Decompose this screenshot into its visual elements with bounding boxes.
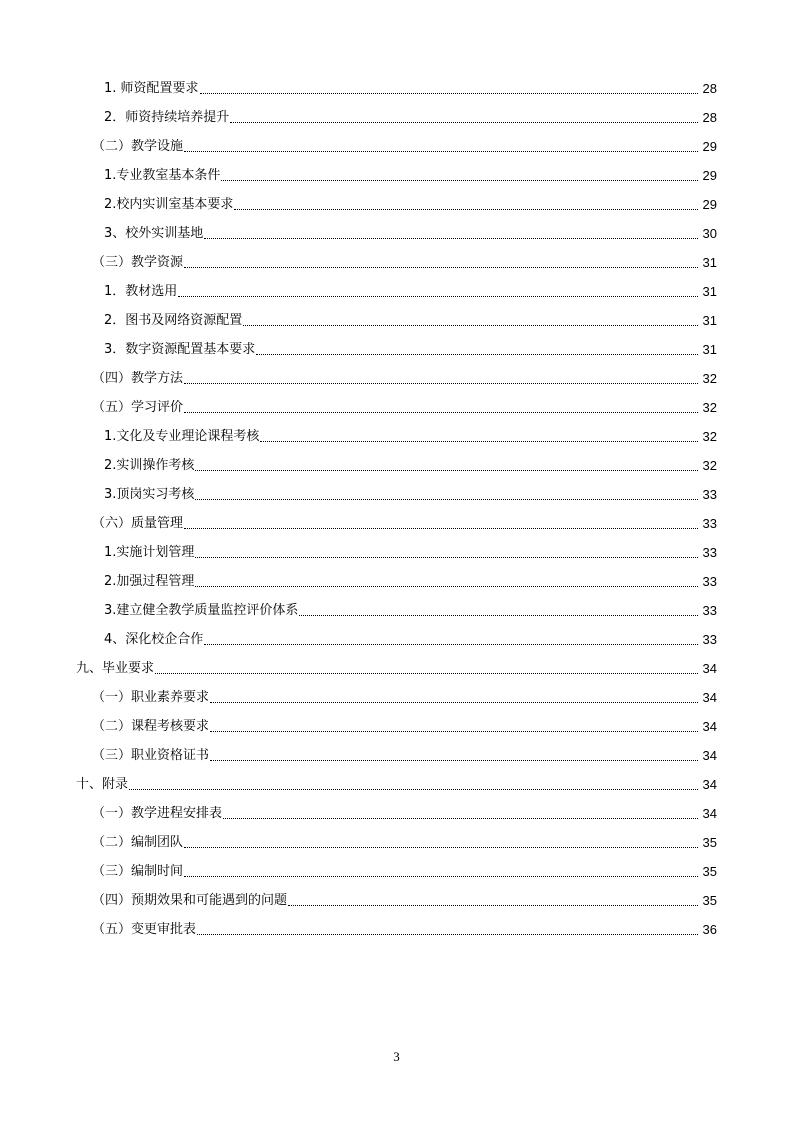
toc-entry-title: 4、深化校企合作 [104,632,204,647]
toc-dot-leader [260,441,698,442]
toc-entry-page-number: 31 [702,313,717,328]
toc-entry[interactable] [0,538,793,567]
toc-entry-page-number: 28 [702,81,717,96]
toc-entry-title: （三）职业资格证书 [92,748,210,763]
toc-entry-page-number: 30 [702,226,717,241]
toc-entry-title: 2．图书及网络资源配置 [104,313,243,328]
toc-entry-title: （四）教学方法 [92,371,184,386]
toc-dot-leader [184,412,698,413]
toc-entry-title: 1.实施计划管理 [104,545,195,560]
toc-entry-title: 3.顶岗实习考核 [104,487,195,502]
toc-entry[interactable] [0,74,793,103]
toc-entry-page-number: 32 [702,400,717,415]
toc-dot-leader [204,238,698,239]
toc-dot-leader [221,180,698,181]
toc-entry-page-number: 34 [702,748,717,763]
toc-entry[interactable] [0,248,793,277]
toc-entry-page-number: 31 [702,342,717,357]
toc-dot-leader [129,789,698,790]
toc-entry-title: 十、附录 [76,777,129,792]
toc-entry[interactable] [0,306,793,335]
toc-entry-title: 九、毕业要求 [76,661,155,676]
toc-entry[interactable] [0,451,793,480]
toc-entry-title: （一）职业素养要求 [92,690,210,705]
toc-entry[interactable] [0,857,793,886]
toc-entry-page-number: 33 [702,545,717,560]
toc-entry-title: 1. 师资配置要求 [104,81,199,96]
toc-entry[interactable] [0,219,793,248]
toc-entry-page-number: 36 [702,922,717,937]
toc-entry[interactable] [0,828,793,857]
toc-entry-title: 3．数字资源配置基本要求 [104,342,256,357]
toc-entry[interactable] [0,335,793,364]
toc-entry-page-number: 33 [702,603,717,618]
toc-entry-title: （四）预期效果和可能遇到的问题 [92,893,288,908]
toc-entry-page-number: 31 [702,284,717,299]
toc-entry-title: （三）编制时间 [92,864,184,879]
toc-dot-leader [195,499,698,500]
toc-entry[interactable] [0,886,793,915]
toc-dot-leader [184,267,698,268]
toc-dot-leader [204,644,698,645]
toc-entry-page-number: 33 [702,516,717,531]
toc-entry-page-number: 29 [702,197,717,212]
toc-entry-page-number: 35 [702,893,717,908]
toc-entry[interactable] [0,509,793,538]
toc-dot-leader [210,760,698,761]
toc-entry[interactable] [0,103,793,132]
toc-entry-title: （二）编制团队 [92,835,184,850]
toc-entry-page-number: 32 [702,371,717,386]
toc-entry-title: 1．教材选用 [104,284,178,299]
toc-dot-leader [200,93,698,94]
toc-dot-leader [299,615,698,616]
toc-dot-leader [197,934,698,935]
toc-entry[interactable] [0,596,793,625]
toc-entry-title: 3、校外实训基地 [104,226,204,241]
toc-entry-title: （二）教学设施 [92,139,184,154]
toc-entry[interactable] [0,712,793,741]
toc-entry-title: 2．师资持续培养提升 [104,110,230,125]
toc-entry[interactable] [0,190,793,219]
toc-entry[interactable] [0,393,793,422]
toc-entry-page-number: 33 [702,487,717,502]
toc-entry-page-number: 34 [702,690,717,705]
page-number: 3 [393,1049,400,1064]
toc-dot-leader [230,122,698,123]
toc-entry-page-number: 33 [702,632,717,647]
toc-entry-page-number: 28 [702,110,717,125]
table-of-contents [0,74,793,944]
toc-entry[interactable] [0,770,793,799]
toc-entry[interactable] [0,799,793,828]
toc-entry-title: 2.校内实训室基本要求 [104,197,234,212]
toc-dot-leader [234,209,698,210]
toc-entry-title: （一）教学进程安排表 [92,806,223,821]
toc-entry-page-number: 35 [702,835,717,850]
toc-entry-page-number: 33 [702,574,717,589]
toc-entry-title: （二）课程考核要求 [92,719,210,734]
toc-dot-leader [256,354,698,355]
toc-entry[interactable] [0,480,793,509]
toc-dot-leader [155,673,698,674]
toc-dot-leader [195,557,698,558]
toc-entry[interactable] [0,364,793,393]
toc-entry[interactable] [0,654,793,683]
toc-dot-leader [195,586,698,587]
toc-entry-page-number: 34 [702,806,717,821]
toc-entry-page-number: 32 [702,458,717,473]
toc-entry-title: （三）教学资源 [92,255,184,270]
toc-dot-leader [184,847,698,848]
toc-entry[interactable] [0,132,793,161]
toc-dot-leader [223,818,698,819]
toc-entry-page-number: 31 [702,255,717,270]
toc-entry[interactable] [0,741,793,770]
toc-entry-title: 2.实训操作考核 [104,458,195,473]
toc-entry-title: （五）变更审批表 [92,922,197,937]
toc-entry-page-number: 34 [702,661,717,676]
toc-dot-leader [184,383,698,384]
toc-entry-page-number: 34 [702,719,717,734]
toc-dot-leader [184,876,698,877]
toc-entry[interactable] [0,161,793,190]
toc-entry-title: 1.专业教室基本条件 [104,168,221,183]
toc-entry-page-number: 32 [702,429,717,444]
toc-entry[interactable] [0,567,793,596]
toc-entry-title: 1.文化及专业理论课程考核 [104,429,260,444]
toc-dot-leader [210,702,698,703]
toc-entry-title: （五）学习评价 [92,400,184,415]
toc-entry[interactable] [0,422,793,451]
toc-entry[interactable] [0,277,793,306]
toc-entry[interactable] [0,915,793,944]
toc-dot-leader [178,296,698,297]
toc-dot-leader [288,905,698,906]
toc-entry[interactable] [0,683,793,712]
toc-dot-leader [243,325,698,326]
toc-dot-leader [184,151,698,152]
toc-entry[interactable] [0,625,793,654]
toc-entry-page-number: 35 [702,864,717,879]
toc-entry-page-number: 29 [702,168,717,183]
toc-entry-title: （六）质量管理 [92,516,184,531]
toc-entry-page-number: 34 [702,777,717,792]
toc-dot-leader [195,470,698,471]
toc-entry-page-number: 29 [702,139,717,154]
toc-entry-title: 3.建立健全教学质量监控评价体系 [104,603,299,618]
toc-dot-leader [184,528,698,529]
toc-entry-title: 2.加强过程管理 [104,574,195,589]
toc-dot-leader [210,731,698,732]
